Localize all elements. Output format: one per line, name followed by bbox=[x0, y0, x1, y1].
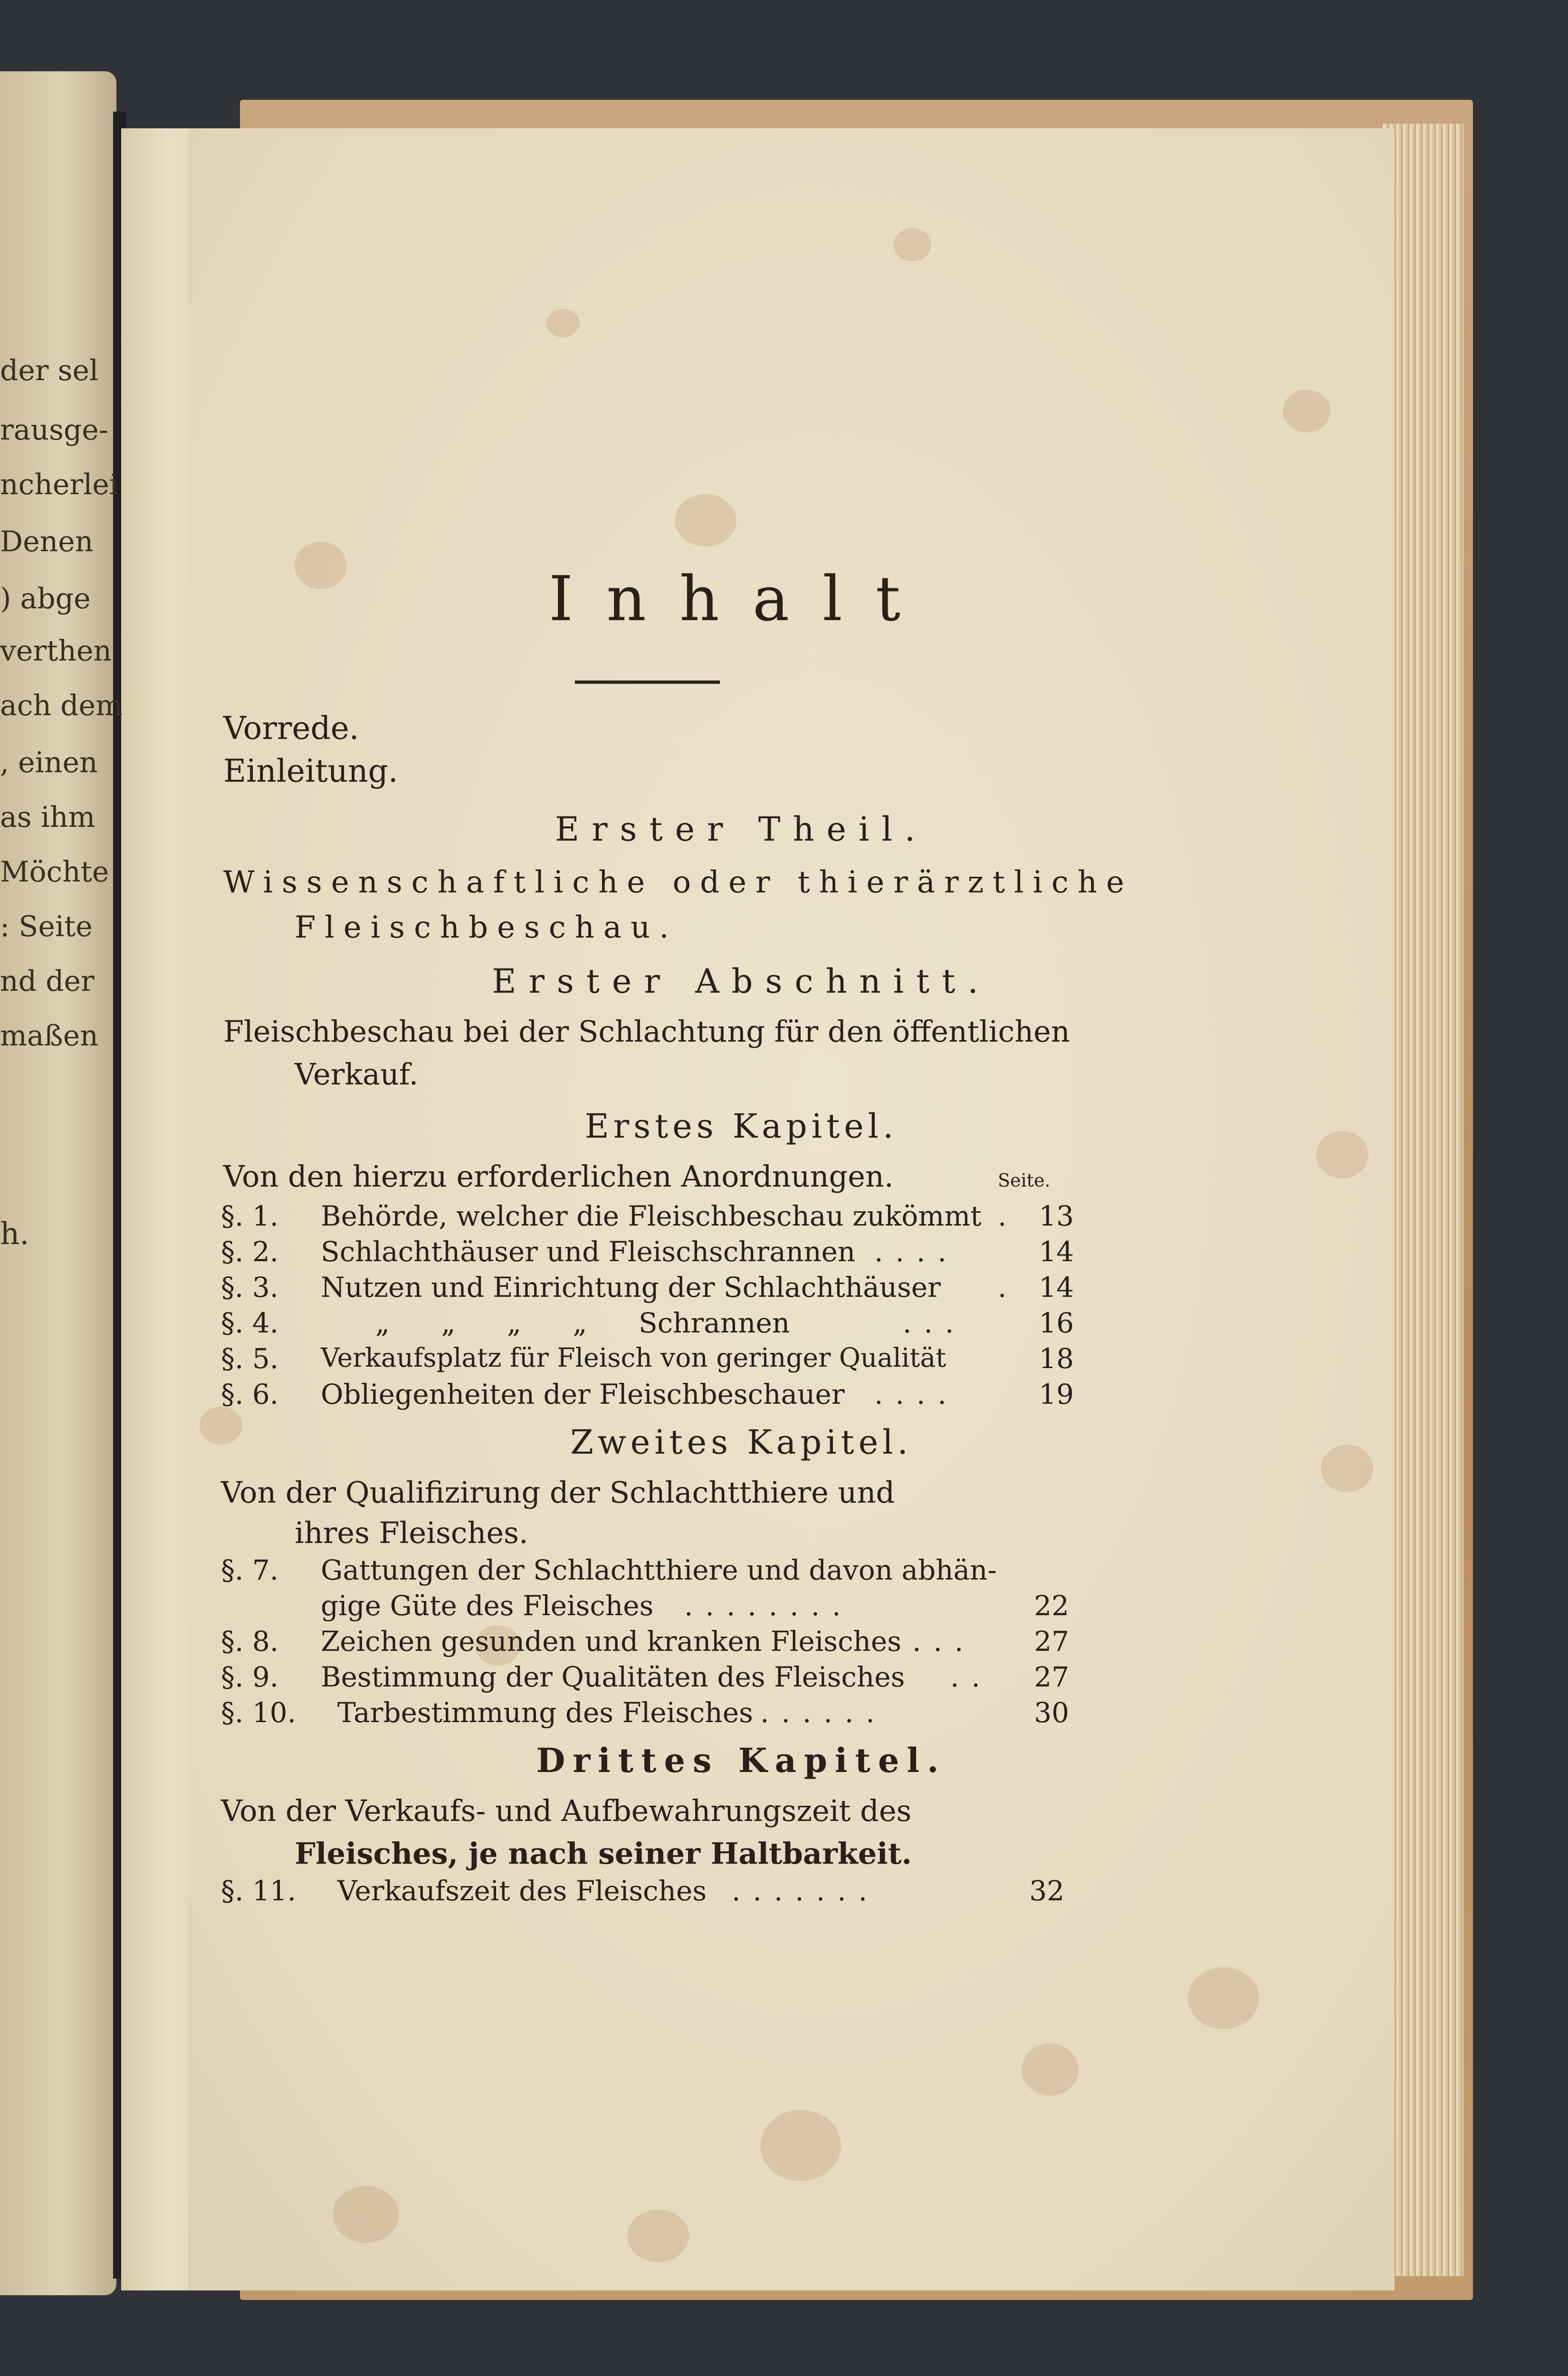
entry-page: 27 bbox=[1034, 1661, 1069, 1693]
left-fragment: ) abge bbox=[0, 582, 91, 615]
entry-number: §. 1. bbox=[221, 1200, 279, 1232]
entry-number: §. 2. bbox=[221, 1236, 279, 1268]
page-title: Inhalt bbox=[548, 563, 934, 635]
entry-dots: .. bbox=[950, 1661, 993, 1693]
page-gutter bbox=[121, 128, 188, 2290]
entry-number: §. 9. bbox=[221, 1661, 279, 1693]
left-fragment: , einen bbox=[0, 746, 98, 779]
left-fragment: : Seite bbox=[0, 910, 93, 943]
entry-dots: ... bbox=[903, 1307, 966, 1339]
entry-number: §. 11. bbox=[221, 1875, 296, 1907]
entry-page: 14 bbox=[1039, 1271, 1074, 1303]
entry-page: 30 bbox=[1034, 1696, 1069, 1729]
chapter2-heading: Zweites Kapitel. bbox=[570, 1423, 912, 1462]
entry-page: 18 bbox=[1039, 1342, 1074, 1375]
entry-title-cont: gige Güte des Fleisches bbox=[321, 1590, 654, 1622]
page-column-label: Seite. bbox=[998, 1170, 1051, 1191]
part-subtitle: Wissenschaftliche oder thierärztliche bbox=[223, 865, 1133, 900]
entry-number: §. 4. bbox=[221, 1307, 279, 1339]
left-fragment: as ihm bbox=[0, 801, 96, 834]
chapter1-heading: Erstes Kapitel. bbox=[584, 1107, 898, 1146]
entry-page: 19 bbox=[1039, 1378, 1074, 1410]
section-subtitle-cont: Verkauf. bbox=[295, 1057, 419, 1092]
left-fragment: verthen bbox=[0, 634, 112, 668]
entry-dots: ........ bbox=[684, 1590, 853, 1622]
entry-title: Gattungen der Schlachtthiere und davon abhän- bbox=[321, 1554, 997, 1586]
entry-title: Zeichen gesunden und kranken Fleisches bbox=[321, 1625, 901, 1657]
entry-page: 22 bbox=[1034, 1590, 1069, 1622]
toc-einleitung: Einleitung. bbox=[223, 753, 398, 789]
chapter1-subtitle: Von den hierzu erforderlichen Anordnungen. bbox=[223, 1159, 894, 1194]
entry-page: 14 bbox=[1039, 1236, 1074, 1268]
entry-dots: ....... bbox=[732, 1875, 880, 1907]
entry-page: 32 bbox=[1029, 1875, 1064, 1907]
left-fragment: Möchte bbox=[0, 855, 109, 889]
chapter2-subtitle-cont: ihres Fleisches. bbox=[295, 1515, 528, 1550]
left-fragment: Denen bbox=[0, 525, 94, 558]
chapter3-heading: Drittes Kapitel. bbox=[536, 1741, 947, 1780]
entry-title: Bestimmung der Qualitäten des Fleisches bbox=[321, 1661, 905, 1693]
entry-number: §. 7. bbox=[221, 1554, 279, 1586]
chapter3-subtitle: Von der Verkaufs- und Aufbewahrungszeit des bbox=[221, 1793, 912, 1828]
section-heading: Erster Abschnitt. bbox=[492, 962, 991, 1001]
entry-page: 16 bbox=[1039, 1307, 1074, 1339]
entry-dots: .... bbox=[874, 1378, 959, 1410]
entry-page: 27 bbox=[1034, 1625, 1069, 1657]
entry-title: Verkaufsplatz für Fleisch von geringer Qualität bbox=[321, 1342, 947, 1373]
entry-number: §. 5. bbox=[221, 1342, 279, 1375]
entry-dots: . bbox=[998, 1200, 1019, 1232]
left-fragment: maßen bbox=[0, 1019, 98, 1053]
entry-dots: ...... bbox=[760, 1696, 887, 1729]
page-edges bbox=[1383, 124, 1463, 2276]
left-fragment: der sel bbox=[0, 354, 99, 387]
entry-number: §. 10. bbox=[221, 1696, 296, 1729]
entry-page: 13 bbox=[1039, 1200, 1074, 1232]
entry-title: Obliegenheiten der Fleischbeschauer bbox=[321, 1378, 845, 1410]
section-subtitle: Fleischbeschau bei der Schlachtung für den öffentlichen bbox=[223, 1014, 1070, 1049]
entry-title: „ „ „ „ Schrannen bbox=[375, 1307, 790, 1339]
entry-title: Tarbestimmung des Fleisches bbox=[337, 1696, 753, 1729]
toc-vorrede: Vorrede. bbox=[223, 710, 359, 747]
entry-dots: . bbox=[998, 1271, 1019, 1303]
previous-page bbox=[0, 71, 116, 2295]
entry-number: §. 3. bbox=[221, 1271, 279, 1303]
entry-dots: .... bbox=[874, 1236, 959, 1268]
left-fragment: ncherlei bbox=[0, 468, 118, 501]
left-fragment: nd der bbox=[0, 965, 95, 998]
part-subtitle-cont: Fleischbeschau. bbox=[295, 910, 678, 945]
entry-title: Nutzen und Einrichtung der Schlachthäuser bbox=[321, 1271, 941, 1303]
part-heading: Erster Theil. bbox=[555, 810, 927, 849]
entry-dots: ... bbox=[912, 1625, 976, 1657]
left-fragment: rausge- bbox=[0, 413, 109, 447]
entry-number: §. 6. bbox=[221, 1378, 279, 1410]
left-fragment: h. bbox=[0, 1217, 29, 1252]
entry-title: Schlachthäuser und Fleischschrannen bbox=[321, 1236, 856, 1268]
title-rule bbox=[575, 680, 720, 684]
chapter2-subtitle: Von der Qualifizirung der Schlachtthiere und bbox=[221, 1475, 895, 1510]
chapter3-subtitle-cont: Fleisches, je nach seiner Haltbarkeit. bbox=[295, 1836, 912, 1871]
entry-number: §. 8. bbox=[221, 1625, 279, 1657]
entry-title: Behörde, welcher die Fleischbeschau zukömmt bbox=[321, 1200, 982, 1232]
entry-title: Verkaufszeit des Fleisches bbox=[337, 1875, 707, 1907]
left-fragment: ach dem bbox=[0, 689, 123, 722]
